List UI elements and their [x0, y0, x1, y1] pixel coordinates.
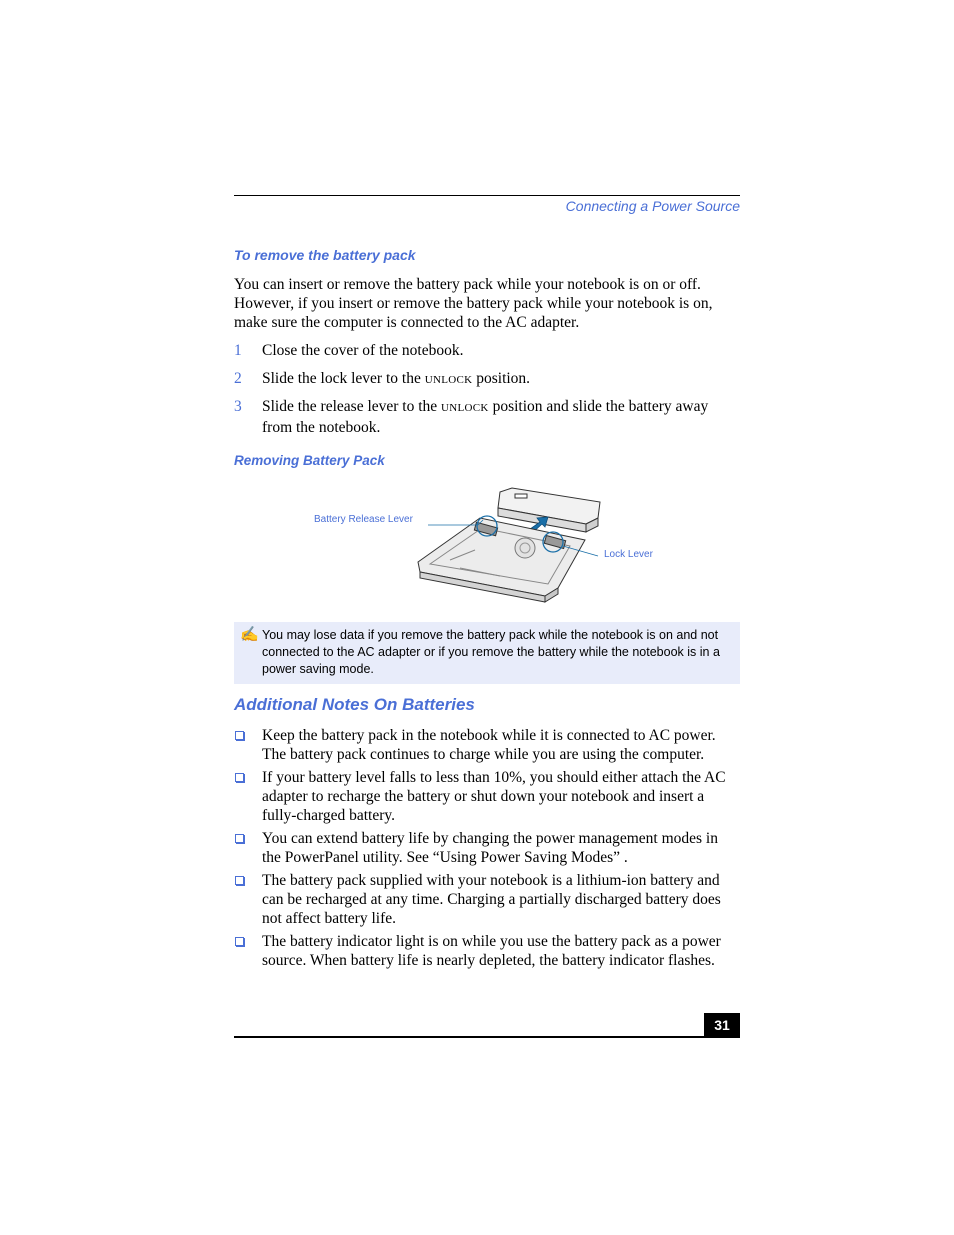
callout-lock-lever: Lock Lever — [604, 549, 653, 560]
checkbox-bullet-icon — [235, 834, 244, 843]
checkbox-bullet-icon — [235, 937, 244, 946]
header-rule — [234, 195, 740, 196]
figure-caption: Removing Battery Pack — [234, 453, 385, 468]
bullet-item — [234, 829, 740, 867]
unlock-keyword: UNLOCK — [424, 374, 473, 386]
bullet-item — [234, 871, 740, 928]
bullet-text: Keep the battery pack in the notebook while it is connected to AC power. The battery pack continues to charge while you are using the computer. — [262, 727, 716, 763]
step-number: 3 — [234, 398, 242, 415]
note-text: You may lose data if you remove the battery pack while the notebook is on and not connected to the AC adapter or if you remove the battery while the notebook is in a power saving mode. — [262, 628, 720, 676]
bullet-item — [234, 768, 740, 825]
running-head: Connecting a Power Source — [565, 198, 740, 214]
unlock-keyword: UNLOCK — [441, 402, 489, 414]
page-number: 31 — [704, 1013, 740, 1037]
bullet-text: The battery indicator light is on while you use the battery pack as a power source. When battery life is nearly depleted, the battery indicator flashes. — [262, 933, 721, 969]
step-text: Slide the lock lever to the UNLOCK position. — [262, 370, 531, 387]
bullet-text: If your battery level falls to less than 10%, you should either attach the AC adapter to recharge the battery or shut down your notebook and insert a fully-charged battery. — [262, 769, 726, 824]
footer-rule — [234, 1036, 740, 1038]
callout-battery-release-lever: Battery Release Lever — [314, 514, 413, 525]
step-text: Close the cover of the notebook. — [262, 342, 464, 359]
bullet-item — [234, 932, 740, 970]
bullet-item — [234, 726, 740, 764]
step-3 — [234, 397, 740, 437]
step-text: Slide the release lever to the UNLOCK position and slide the battery away from the notebook. — [262, 398, 709, 436]
note-pencil-icon: ✍ — [240, 627, 259, 643]
notebook-body — [418, 518, 585, 602]
section-title-remove-battery: To remove the battery pack — [234, 247, 416, 263]
step-number: 1 — [234, 342, 242, 359]
step-1 — [234, 341, 740, 360]
bullet-text: You can extend battery life by changing the power management modes in the PowerPanel utility. See “Using Power Saving Modes” . — [262, 830, 718, 866]
checkbox-bullet-icon — [235, 731, 244, 740]
checkbox-bullet-icon — [235, 876, 244, 885]
checkbox-bullet-icon — [235, 773, 244, 782]
bullet-text: The battery pack supplied with your notebook is a lithium-ion battery and can be recharged at any time. Charging a partially discharged battery does not affect battery life. — [262, 872, 721, 927]
intro-paragraph: You can insert or remove the battery pack while your notebook is on or off. However, if you insert or remove the battery pack while your notebook is on, make sure the computer is connected to the AC adapter. — [234, 276, 713, 331]
step-number: 2 — [234, 370, 242, 387]
battery-removal-illustration — [300, 480, 680, 605]
step-2 — [234, 369, 740, 390]
section-title-additional-notes: Additional Notes On Batteries — [234, 695, 475, 714]
